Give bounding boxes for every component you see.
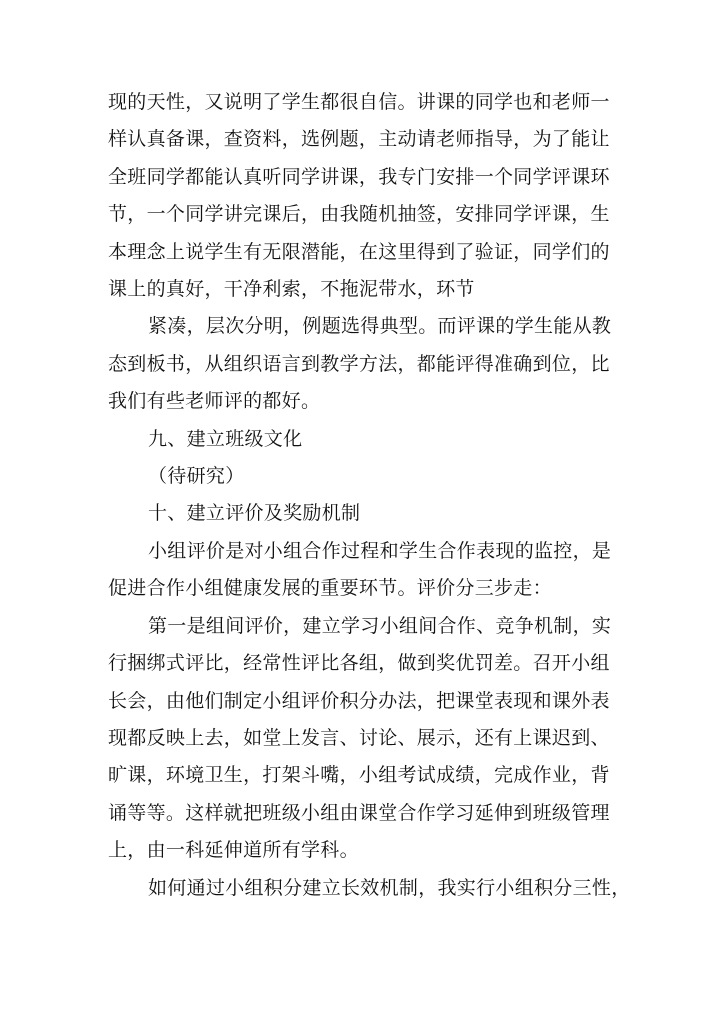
text-line: 现都反映上去，如堂上发言、讨论、展示，还有上课迟到、	[108, 726, 610, 749]
text-line: 课上的真好，干净利索，不拖泥带水，环节	[108, 278, 475, 301]
text-line: 紧凑，层次分明，例题选得典型。而评课的学生能从教	[148, 315, 612, 338]
section-heading: 十、建立评价及奖励机制	[148, 502, 361, 525]
text-line: 样认真备课，查资料，选例题，主动请老师指导，为了能让	[108, 128, 610, 151]
text-line: 第一是组间评价，建立学习小组间合作、竞争机制，实	[148, 614, 612, 637]
text-line: 如何通过小组积分建立长效机制，我实行小组积分三性，	[148, 876, 631, 899]
text-line: 行捆绑式评比，经常性评比各组，做到奖优罚差。召开小组	[108, 652, 610, 675]
text-line: 长会，由他们制定小组评价积分办法，把课堂表现和课外表	[108, 689, 610, 712]
text-line: 全班同学都能认真听同学讲课，我专门安排一个同学评课环	[108, 165, 610, 188]
text-line: 我们有些老师评的都好。	[108, 390, 321, 413]
text-line: 现的天性，又说明了学生都很自信。讲课的同学也和老师一	[108, 91, 610, 113]
text-line: （待研究）	[148, 465, 245, 488]
text-line: 旷课，环境卫生，打架斗嘴，小组考试成绩，完成作业，背	[108, 764, 610, 787]
text-line: 促进合作小组健康发展的重要环节。评价分三步走：	[108, 577, 552, 600]
text-line: 态到板书，从组织语言到教学方法，都能评得准确到位，比	[108, 352, 610, 375]
text-line: 小组评价是对小组合作过程和学生合作表现的监控，是	[148, 539, 612, 562]
text-line: 诵等等。这样就把班级小组由课堂合作学习延伸到班级管理	[108, 801, 610, 824]
text-line: 节，一个同学讲完课后，由我随机抽签，安排同学评课，生	[108, 203, 610, 226]
document-body	[108, 84, 631, 907]
text-line: 本理念上说学生有无限潜能，在这里得到了验证，同学们的	[108, 240, 610, 263]
section-heading: 九、建立班级文化	[148, 427, 303, 450]
text-line: 上，由一科延伸道所有学科。	[108, 839, 359, 862]
